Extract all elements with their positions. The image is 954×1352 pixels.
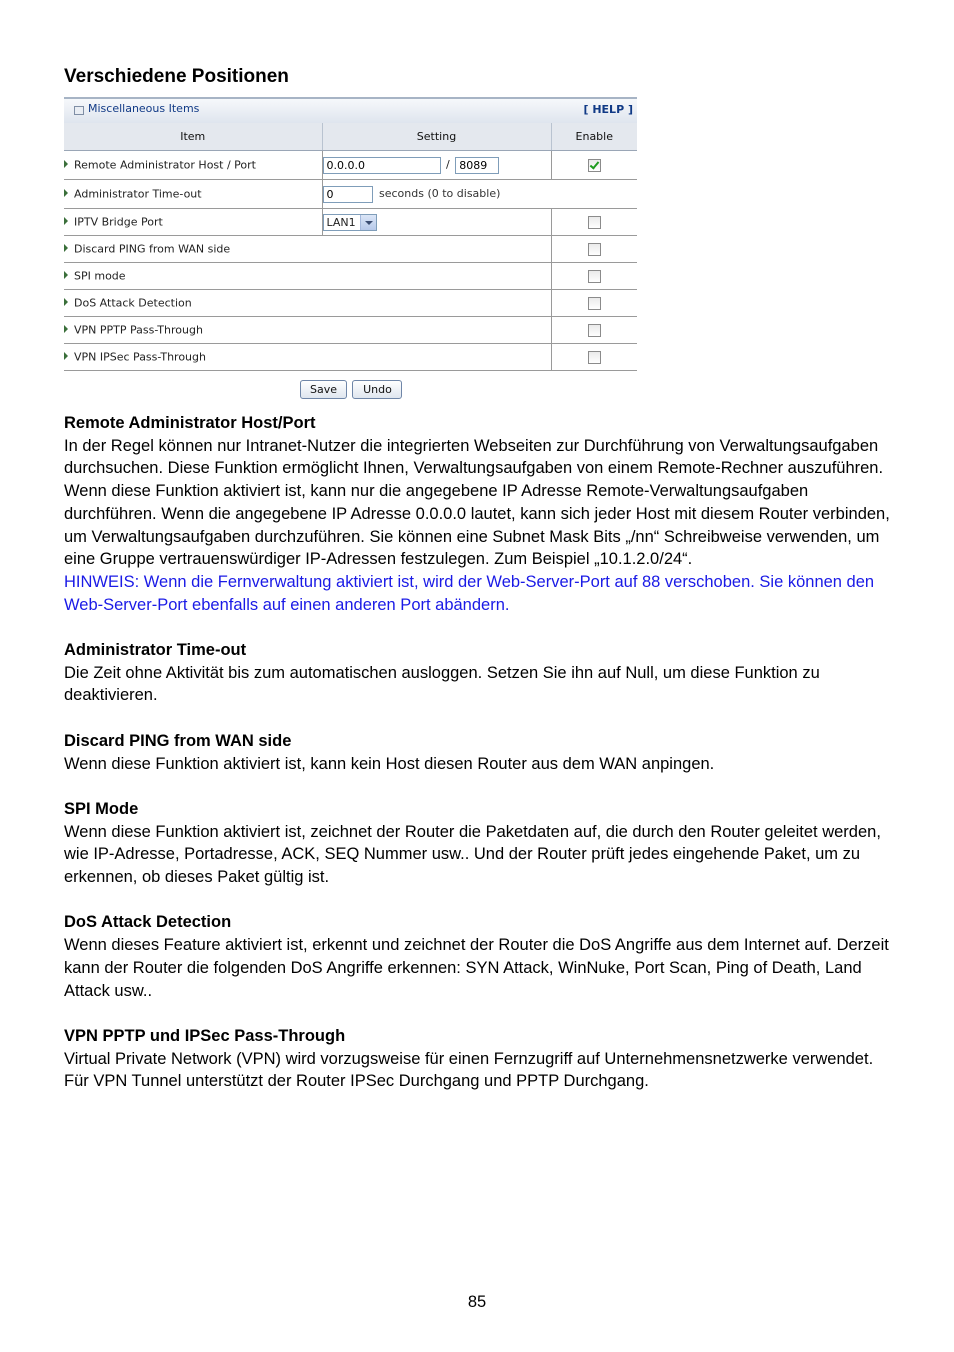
section-vpn	[64, 1025, 894, 1093]
section-heading: DoS Attack Detection	[64, 913, 232, 932]
enable-cell	[551, 263, 637, 290]
enable-cell	[551, 290, 637, 317]
section-body: Die Zeit ohne Aktivität bis zum automatischen ausloggen. Setzen Sie ihn auf Null, um diese Funktion zu deaktivieren.	[64, 663, 820, 705]
table-row	[64, 151, 637, 180]
item-label: Discard PING from WAN side	[74, 242, 231, 256]
enable-cell	[551, 151, 637, 180]
arrow-right-icon	[64, 352, 68, 360]
section-note: HINWEIS: Wenn die Fernverwaltung aktiviert ist, wird der Web-Server-Port auf 88 verschoben. Sie können den Web-Server-Port ebenfalls auf einen anderen Port abändern.	[64, 572, 875, 614]
remote-port-input[interactable]	[455, 157, 499, 174]
enable-cell	[551, 317, 637, 344]
vpn-ipsec-checkbox[interactable]	[588, 351, 601, 364]
setting-cell	[322, 151, 551, 180]
table-row	[64, 236, 637, 263]
header-enable: Enable	[551, 123, 637, 151]
item-cell	[64, 344, 551, 371]
item-cell	[64, 317, 551, 344]
panel-header	[64, 97, 637, 123]
description-content	[64, 412, 894, 1116]
setting-cell	[322, 209, 551, 236]
section-body: Wenn diese Funktion aktiviert ist, zeichnet der Router die Paketdaten auf, die durch den Router geleitet werden, wie IP-Adresse, Portadresse, ACK, SEQ Nummer usw.. Und der Router prüft jedes eingehende Paket, um zu erkennen, ob dieses Paket gültig ist.	[64, 822, 881, 887]
table-row	[64, 290, 637, 317]
table-row	[64, 317, 637, 344]
item-cell	[64, 290, 551, 317]
section-heading: Remote Administrator Host/Port	[64, 414, 316, 432]
section-heading: Administrator Time-out	[64, 641, 247, 660]
arrow-right-icon	[64, 298, 68, 306]
item-label: Administrator Time-out	[74, 187, 202, 201]
misc-items-panel	[64, 97, 637, 371]
remote-host-input[interactable]	[323, 157, 441, 174]
arrow-right-icon	[64, 189, 68, 197]
section-body: In der Regel können nur Intranet-Nutzer die integrierten Webseiten zur Durchführung von Verwaltungsaufgaben durchsuchen. Diese Funktion ermöglicht Ihnen, Verwaltungsaufgaben von einem Remote-Rechner auszuführen. Wenn diese Funktion aktiviert ist, kann nur die angegebene IP Adresse Remote-Verwaltungsaufgaben durchführen. Wenn die angegebene IP Adresse 0.0.0.0 lautet, kann sich jeder Host mit diesem Router verbinden, um Verwaltungsaufgaben durchzuführen. Sie können eine Subnet Mask Bits „/nn“ Schreibweise verwenden, um eine Gruppe vertrauenswürdiger IP-Adressen festzulegen. Zum Beispiel „10.1.2.0/24“.	[64, 436, 890, 569]
table-row	[64, 344, 637, 371]
dos-detection-checkbox[interactable]	[588, 297, 601, 310]
section-heading: Discard PING from WAN side	[64, 731, 292, 750]
item-label: SPI mode	[74, 269, 126, 283]
item-cell	[64, 209, 322, 236]
item-cell	[64, 151, 322, 180]
section-dos	[64, 911, 894, 1002]
arrow-right-icon	[64, 271, 68, 279]
iptv-port-select[interactable]	[323, 214, 377, 231]
panel-icon	[74, 106, 84, 115]
arrow-right-icon	[64, 325, 68, 333]
items-table	[64, 123, 637, 371]
section-body: Wenn diese Funktion aktiviert ist, kann kein Host diesen Router aus dem WAN anpingen.	[64, 754, 715, 773]
panel-title: Miscellaneous Items	[88, 102, 200, 115]
help-link[interactable]: [ HELP ]	[583, 103, 633, 116]
timeout-input[interactable]	[323, 186, 373, 203]
enable-cell	[551, 344, 637, 371]
table-header-row	[64, 123, 637, 151]
arrow-right-icon	[64, 160, 68, 168]
item-cell	[64, 263, 551, 290]
section-timeout	[64, 639, 894, 707]
section-discard-ping	[64, 730, 894, 775]
item-label: IPTV Bridge Port	[74, 215, 163, 229]
iptv-checkbox[interactable]	[588, 216, 601, 229]
section-spi-mode	[64, 798, 894, 889]
section-heading: VPN PPTP und IPSec Pass-Through	[64, 1026, 346, 1045]
undo-button[interactable]: Undo	[352, 380, 402, 399]
item-label: VPN IPSec Pass-Through	[74, 350, 206, 364]
remote-admin-checkbox[interactable]	[588, 159, 601, 172]
arrow-right-icon	[64, 217, 68, 225]
timeout-hint: seconds (0 to disable)	[379, 187, 501, 200]
vpn-pptp-checkbox[interactable]	[588, 324, 601, 337]
page-title: Verschiedene Positionen	[64, 66, 289, 87]
section-body: Wenn dieses Feature aktiviert ist, erkennt und zeichnet der Router die DoS Angriffe aus dem Internet auf. Derzeit kann der Router die folgenden DoS Angriffe erkennen: SYN Attack, WinNuke, Port Scan, Ping of Death, Land Attack usw..	[64, 936, 889, 1000]
header-setting: Setting	[322, 123, 551, 151]
form-buttons	[300, 380, 403, 399]
section-heading: SPI Mode	[64, 799, 139, 818]
enable-cell	[551, 236, 637, 263]
enable-cell	[551, 209, 637, 236]
header-item: Item	[64, 123, 322, 151]
section-body: Virtual Private Network (VPN) wird vorzugsweise für einen Fernzugriff auf Unternehmensnetzwerke verwendet. Für VPN Tunnel unterstützt der Router IPSec Durchgang und PPTP Durchgang.	[64, 1049, 874, 1091]
table-row	[64, 180, 637, 209]
item-cell	[64, 180, 322, 209]
select-value: LAN1	[326, 215, 356, 229]
discard-ping-checkbox[interactable]	[588, 243, 601, 256]
item-cell	[64, 236, 551, 263]
spi-mode-checkbox[interactable]	[588, 270, 601, 283]
item-label: DoS Attack Detection	[74, 296, 192, 310]
save-button[interactable]: Save	[300, 380, 347, 399]
page-number: 85	[467, 1293, 487, 1311]
port-separator: /	[446, 158, 450, 171]
section-remote-admin	[64, 412, 894, 616]
item-label: VPN PPTP Pass-Through	[74, 323, 203, 337]
arrow-right-icon	[64, 244, 68, 252]
item-label: Remote Administrator Host / Port	[74, 158, 256, 172]
table-row	[64, 263, 637, 290]
setting-cell	[322, 180, 637, 209]
chevron-down-icon	[360, 215, 376, 230]
table-row	[64, 209, 637, 236]
